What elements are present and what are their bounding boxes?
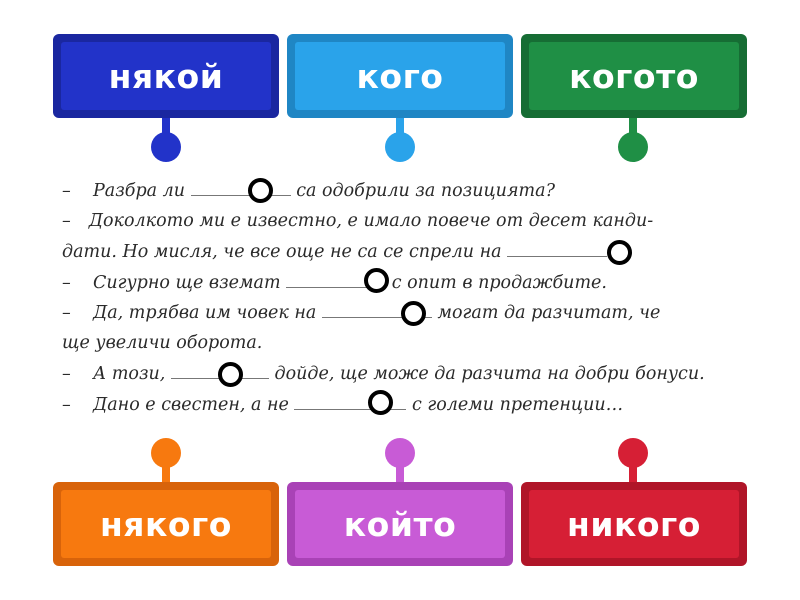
connector-stem [162,462,170,484]
text: Дано е свестен, а не [93,394,289,415]
text: са одобрили за позицията? [296,181,555,201]
dash: – [62,181,71,201]
text: могат да разчитат, че [437,303,661,323]
tile-label: някого [100,504,232,544]
sentence-6 [62,389,744,420]
tile-label: някой [108,56,224,96]
connector-dot[interactable] [151,132,181,162]
sentence-5 [62,358,744,389]
text: Доколкото ми е известно, е имало повече от десет канди- [88,210,654,231]
sentence-3 [62,267,744,298]
sentence-2-cont [62,236,744,267]
dash: – [62,272,71,293]
tile-label: който [343,504,457,544]
text: с опит в продажбите. [391,272,607,293]
blank-2[interactable] [507,236,607,257]
drop-target-ring[interactable] [364,268,389,293]
text: с големи претенции… [412,394,624,415]
tile-kogoto[interactable] [521,34,747,118]
tile-nikogo[interactable] [521,482,747,566]
exercise-text [62,175,744,419]
text: А този, [93,364,166,384]
tile-nyakogo[interactable] [53,482,279,566]
text: Да, трябва им човек на [93,303,317,323]
dash: – [62,364,71,384]
connector-stem [396,462,404,484]
sentence-1 [62,175,744,206]
drop-target-ring[interactable] [218,362,243,387]
connector-dot[interactable] [385,132,415,162]
drop-target-ring[interactable] [401,301,426,326]
text: ще увеличи оборота. [62,332,263,353]
blank-1[interactable] [191,175,291,196]
sentence-4-cont [62,328,744,359]
tile-kogo[interactable] [287,34,513,118]
drop-target-ring[interactable] [248,178,273,203]
tile-label: никого [567,504,701,544]
text: Разбра ли [93,181,186,201]
text: дойде, ще може да разчита на добри бонуси. [274,364,705,384]
dash: – [62,394,71,415]
connector-dot[interactable] [618,132,648,162]
dash: – [62,210,71,231]
drop-target-ring[interactable] [607,240,632,265]
text: Сигурно ще вземат [93,272,281,293]
sentence-2 [62,206,744,237]
text: дати. Но мисля, че все още не са се спрели на [62,242,502,262]
tile-label: кого [356,56,444,96]
tile-label: когото [569,56,699,96]
connector-stem [629,462,637,484]
dash: – [62,303,71,323]
drop-target-ring[interactable] [368,390,393,415]
tile-koyto[interactable] [287,482,513,566]
tile-nyakoy[interactable] [53,34,279,118]
